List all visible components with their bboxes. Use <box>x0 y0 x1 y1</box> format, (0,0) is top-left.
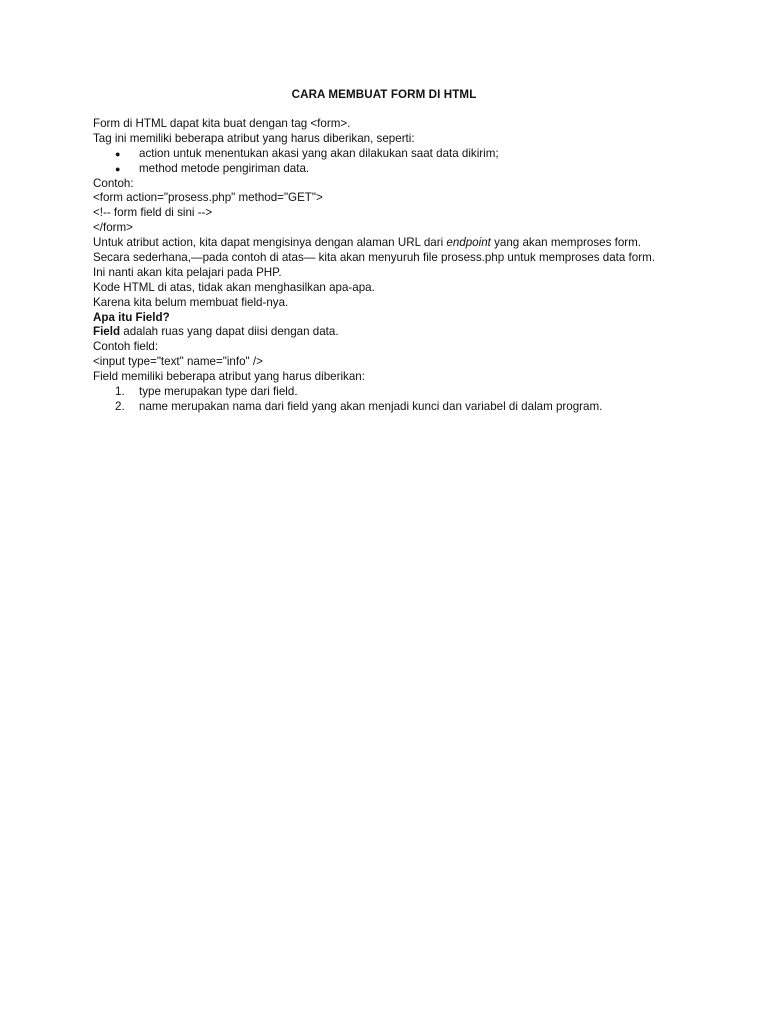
field-attr-intro: Field memiliki beberapa atribut yang harus diberikan: <box>93 370 365 384</box>
code-line-form-open: <form action="prosess.php" method="GET"> <box>93 191 323 205</box>
contoh-label: Contoh: <box>93 176 134 190</box>
numbered-item-marker: 1. <box>115 385 125 399</box>
endpoint-term: endpoint <box>446 236 491 250</box>
intro-line-2: Tag ini memiliki beberapa atribut yang harus diberikan, seperti: <box>93 131 415 145</box>
bullet-icon: ● <box>115 163 121 174</box>
bullet-icon: ● <box>115 148 121 159</box>
code-line-comment: <!-- form field di sini --> <box>93 206 213 220</box>
code-line-input: <input type="text" name="info" /> <box>93 355 263 369</box>
numbered-item-marker: 2. <box>115 399 125 413</box>
field-definition <box>93 325 733 340</box>
bullet-item <box>93 147 733 162</box>
bullet-item <box>93 162 733 177</box>
intro-line-1: Form di HTML dapat kita buat dengan tag <form>. <box>93 117 351 130</box>
kode-html-line: Kode HTML di atas, tidak akan menghasilkan apa-apa. <box>93 280 375 294</box>
action-explanation <box>93 236 733 251</box>
numbered-item-text: name merupakan nama dari field yang akan menjadi kunci dan variabel di dalam program. <box>139 399 603 413</box>
field-term: Field <box>93 325 121 339</box>
numbered-item <box>93 385 733 400</box>
php-note-line: Ini nanti akan kita pelajari pada PHP. <box>93 265 282 279</box>
action-text-pre: Untuk atribut action, kita dapat mengisinya dengan alaman URL dari <box>93 236 447 250</box>
document-title: CARA MEMBUAT FORM DI HTML <box>291 88 477 101</box>
secara-sederhana-line: Secara sederhana,—pada contoh di atas— kita akan menyuruh file prosess.php untuk memproses data form. <box>93 251 655 265</box>
code-line-form-close: </form> <box>93 221 133 235</box>
document-body <box>93 117 733 415</box>
field-heading: Apa itu Field? <box>93 310 170 324</box>
action-text-post: yang akan memproses form. <box>490 236 642 250</box>
numbered-item-text: type merupakan type dari field. <box>139 385 298 399</box>
bullet-item-text: method metode pengiriman data. <box>139 161 310 175</box>
field-definition-text: adalah ruas yang dapat diisi dengan data. <box>120 325 339 339</box>
numbered-item <box>93 400 733 415</box>
contoh-field-label: Contoh field: <box>93 340 159 354</box>
karena-line: Karena kita belum membuat field-nya. <box>93 295 289 309</box>
bullet-item-text: action untuk menentukan akasi yang akan dilakukan saat data dikirim; <box>139 146 499 160</box>
